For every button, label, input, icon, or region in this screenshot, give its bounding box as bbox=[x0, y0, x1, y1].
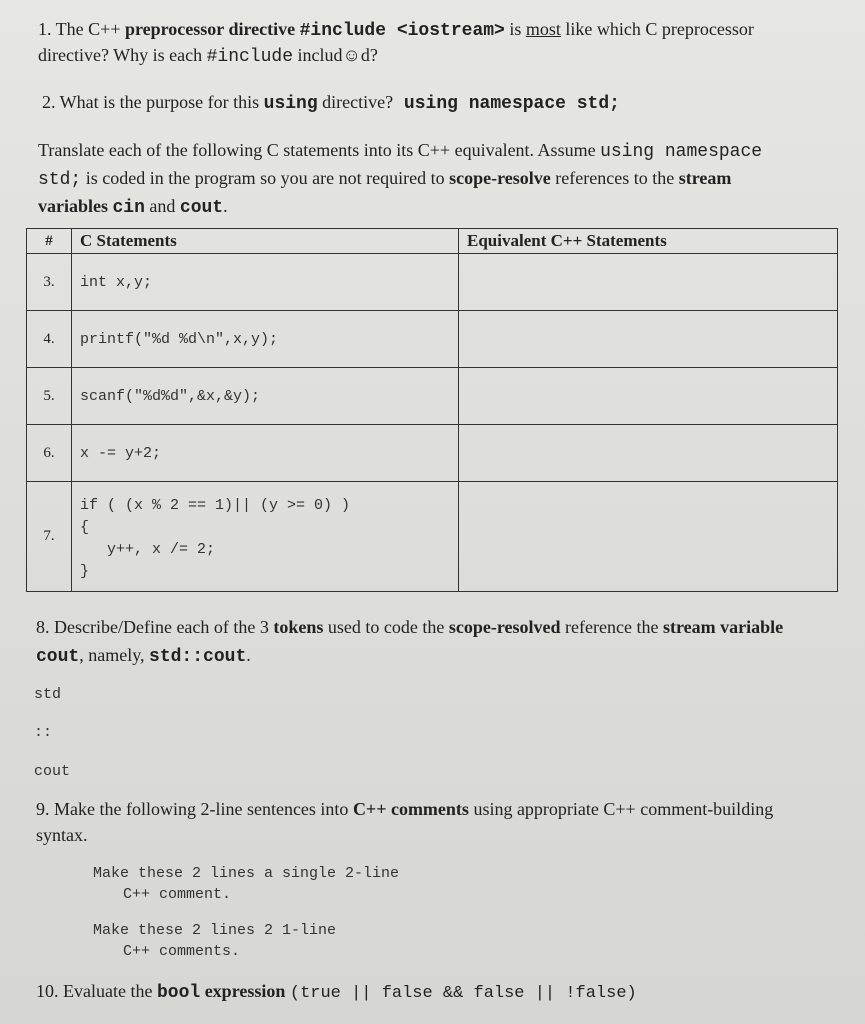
q10-text: 10. Evaluate the bbox=[36, 981, 157, 1001]
translate-bold-variables: variables bbox=[38, 196, 113, 216]
row-num: 4. bbox=[27, 311, 72, 368]
q9-example1-line2: C++ comment. bbox=[123, 886, 232, 903]
translate-bold-scope: scope-resolve bbox=[449, 168, 551, 188]
q8-end: . bbox=[246, 645, 251, 665]
q9-bold: C++ comments bbox=[352, 799, 469, 819]
table-header-row bbox=[27, 229, 838, 254]
q8-code-cout: cout bbox=[36, 647, 80, 667]
translate-code-cout: cout bbox=[179, 198, 224, 218]
q9-suffix: using appropriate C++ comment-building bbox=[468, 799, 774, 819]
translate-code-cin: cin bbox=[112, 198, 145, 218]
translate-code1: using namespace bbox=[600, 142, 763, 162]
table-row bbox=[27, 254, 838, 311]
row-c-code: scanf("%d%d",&x,&y); bbox=[72, 368, 459, 425]
row-c-code-block bbox=[72, 482, 459, 592]
question-9-line2: syntax. bbox=[36, 825, 88, 845]
q8-text: 8. Describe/Define each of the 3 bbox=[36, 617, 274, 637]
row-answer-cell[interactable] bbox=[459, 311, 838, 368]
row-c-code: x -= y+2; bbox=[72, 425, 459, 482]
q9-text: 9. Make the following 2-line sentences into bbox=[36, 799, 353, 819]
q1-text: 1. The C++ bbox=[38, 19, 125, 39]
translate-line2b: references to the bbox=[550, 168, 679, 188]
token-std: std bbox=[34, 686, 62, 703]
question-2 bbox=[42, 89, 620, 117]
question-10 bbox=[36, 978, 637, 1007]
translate-end: . bbox=[223, 196, 228, 216]
q1-bold: preprocessor directive bbox=[124, 19, 300, 39]
q2-bold-using: using bbox=[263, 94, 318, 114]
header-cpp-statements: Equivalent C++ Statements bbox=[459, 229, 838, 254]
row-c-code: int x,y; bbox=[72, 254, 459, 311]
translate-line1: Translate each of the following C statements into its C++ equivalent. Assume bbox=[38, 140, 601, 160]
q9-example1-line1: Make these 2 lines a single 2-line bbox=[93, 865, 400, 882]
row-num: 5. bbox=[27, 368, 72, 425]
translate-code2: std; bbox=[38, 170, 82, 190]
q10-bold-bool: bool bbox=[156, 983, 201, 1003]
row-num: 3. bbox=[27, 254, 72, 311]
q1-text-mid: is bbox=[504, 19, 526, 39]
q1-text-suffix: like which C preprocessor bbox=[560, 19, 754, 39]
q10-bold-expression: expression bbox=[200, 981, 290, 1001]
question-8-line2 bbox=[36, 642, 251, 670]
q8-text-mid: used to code the bbox=[323, 617, 449, 637]
statements-table bbox=[26, 228, 838, 592]
code-line: y++, x /= 2; bbox=[80, 540, 216, 558]
question-9 bbox=[36, 796, 773, 822]
translate-bold-stream: stream bbox=[678, 168, 732, 188]
row-answer-cell[interactable] bbox=[459, 482, 838, 592]
row-num: 7. bbox=[27, 482, 72, 592]
question-1-line2 bbox=[38, 42, 378, 70]
q2-code: using namespace std; bbox=[393, 94, 620, 114]
q2-text-directive: directive? bbox=[317, 92, 394, 112]
translate-and: and bbox=[144, 196, 180, 216]
header-num: # bbox=[27, 229, 72, 254]
table-row bbox=[27, 425, 838, 482]
row-answer-cell[interactable] bbox=[459, 368, 838, 425]
table-row bbox=[27, 311, 838, 368]
q1-line2-end: includ☺d? bbox=[293, 45, 378, 65]
translate-instructions bbox=[38, 137, 838, 221]
q1-line2-text: directive? Why is each bbox=[38, 45, 207, 65]
q2-text: 2. What is the purpose for this bbox=[42, 92, 264, 112]
row-c-code: printf("%d %d\n",x,y); bbox=[72, 311, 459, 368]
row-num: 6. bbox=[27, 425, 72, 482]
q8-bold-stream: stream variable bbox=[662, 617, 784, 637]
code-line: if ( (x % 2 == 1)|| (y >= 0) ) bbox=[80, 496, 351, 514]
table-row bbox=[27, 482, 838, 592]
token-scope-operator: :: bbox=[34, 724, 53, 741]
q8-code-stdcout: std::cout bbox=[149, 647, 247, 667]
row-answer-cell[interactable] bbox=[459, 425, 838, 482]
q8-bold-tokens: tokens bbox=[273, 617, 324, 637]
question-1 bbox=[38, 16, 754, 44]
q9-example2-line2: C++ comments. bbox=[123, 943, 241, 960]
code-line: { bbox=[80, 518, 90, 536]
question-8 bbox=[36, 614, 861, 640]
token-cout: cout bbox=[34, 763, 71, 780]
q1-line2-code: #include bbox=[206, 47, 294, 67]
code-line: } bbox=[80, 562, 90, 580]
table-row bbox=[27, 368, 838, 425]
q9-example2-line1: Make these 2 lines 2 1-line bbox=[93, 922, 337, 939]
q1-code: #include <iostream> bbox=[299, 21, 505, 41]
row-answer-cell[interactable] bbox=[459, 254, 838, 311]
translate-line2: is coded in the program so you are not required to bbox=[81, 168, 450, 188]
q8-bold-scope: scope-resolved bbox=[448, 617, 561, 637]
q1-underline: most bbox=[525, 19, 561, 39]
q10-code: (true || false && false || !false) bbox=[289, 984, 637, 1003]
q8-text-mid2: reference the bbox=[560, 617, 663, 637]
q8-text-namely: , namely, bbox=[79, 645, 150, 665]
header-c-statements: C Statements bbox=[72, 229, 459, 254]
